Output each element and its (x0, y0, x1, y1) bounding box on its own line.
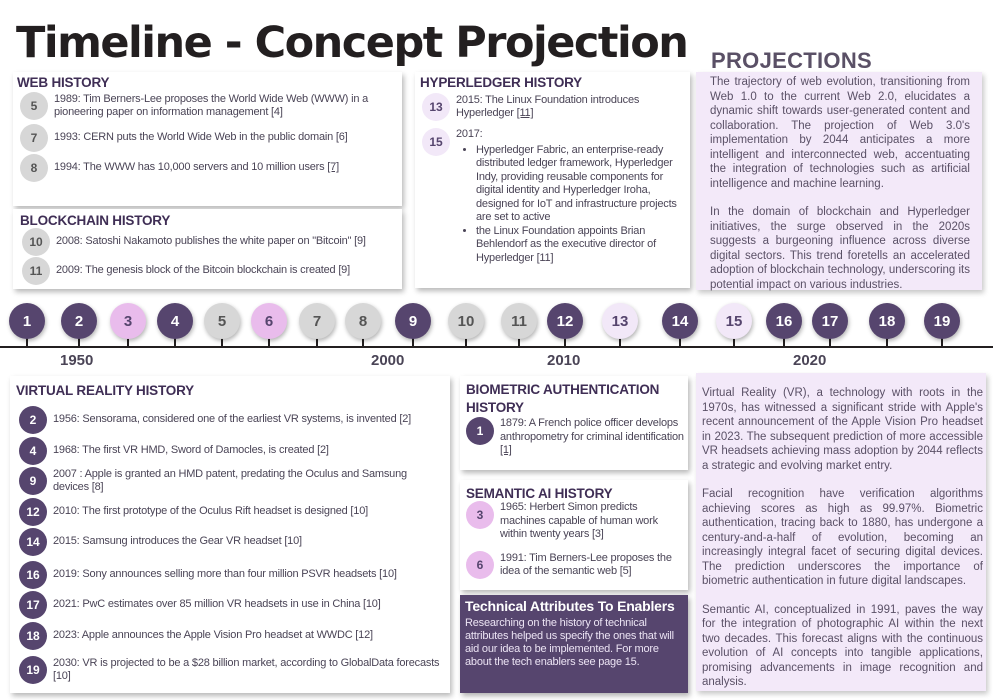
event-number-badge: 7 (20, 124, 48, 152)
event-number-badge: 12 (19, 498, 47, 526)
event-number-badge: 10 (22, 228, 50, 256)
vr-event (19, 591, 444, 619)
timeline-node-12: 12 (547, 303, 583, 339)
bullet-item: • Hyperledger Fabric, an enterprise-ready distributed ledger framework, Hyperledger Indy, providing reusable components for digital identity and Hyperledger Iroha, designed for IoT and infrastructure projects are set to active (476, 144, 682, 225)
hyperledger-event-2015 (422, 93, 684, 121)
vr-event (19, 561, 444, 589)
event-number-badge: 17 (19, 591, 47, 619)
event-text: 1993: CERN puts the World Wide Web in the public domain [6] (54, 131, 348, 144)
timeline-axis (0, 346, 993, 348)
event-year: 2017: (456, 128, 483, 140)
event-text (456, 128, 682, 265)
blockchain-history-title: BLOCKCHAIN HISTORY (20, 213, 171, 228)
event-text: 1879: A French police officer develops anthropometry for criminal identification [1] (500, 417, 684, 456)
timeline-node-14: 14 (662, 303, 698, 339)
web-event-1994 (20, 154, 398, 182)
vr-event (19, 437, 444, 465)
event-text: 2021: PwC estimates over 85 million VR headsets in use in China [10] (53, 598, 381, 611)
event-number-badge: 5 (20, 92, 48, 120)
timeline-node-3: 3 (110, 303, 146, 339)
event-number-badge: 13 (422, 93, 450, 121)
projection-paragraph-web: The trajectory of web evolution, transitioning from Web 1.0 to the current Web 2.0, elucidates a dynamic shift towards user-generated content and collaboration. The projection of Web 3.0's implementation by 2044 anticipates a more intelligent and interconnected web, accentuating the integration of technologies such as artificial intelligence and machine learning. (710, 76, 970, 190)
event-text: 2030: VR is projected to be a $28 billion market, according to GlobalData forecasts [10] (53, 656, 440, 682)
web-event-1989 (20, 92, 398, 120)
event-bullets (456, 144, 682, 266)
projection-paragraph-semantic: Semantic AI, conceptualized in 1991, paves the way for the integration of photographic AI within the next two decades. This forecast aligns with the continuous evolution of AI concepts into tangible applications, promising advancements in image recognition and analysis. (702, 603, 983, 688)
event-number-badge: 14 (19, 528, 47, 556)
timeline-node-2: 2 (61, 303, 97, 339)
timeline-node-8: 8 (345, 303, 381, 339)
projections-upper-text (710, 75, 970, 292)
event-text: 1965: Herbert Simon predicts machines capable of human work within twenty years [3] (500, 501, 658, 540)
timeline-node-9: 9 (395, 303, 431, 339)
timeline-node-18: 18 (869, 303, 905, 339)
event-number-badge: 9 (19, 467, 47, 495)
timeline-node-10: 10 (448, 303, 484, 339)
timeline-node-13: 13 (602, 303, 638, 339)
event-text: 1956: Sensorama, considered one of the earliest VR systems, is invented [2] (53, 413, 411, 426)
vr-event (19, 467, 444, 495)
projections-lower-text (702, 386, 983, 690)
timeline-node-16: 16 (766, 303, 802, 339)
event-text: 2023: Apple announces the Apple Vision Pro headset at WWDC [12] (53, 629, 373, 642)
timeline-year-label: 2020 (793, 352, 827, 369)
semantic-history-title: SEMANTIC AI HISTORY (466, 486, 613, 501)
event-number-badge: 11 (22, 257, 50, 285)
page-title: Timeline - Concept Projection (16, 18, 688, 68)
timeline-node-11: 11 (501, 303, 537, 339)
vr-history-title: VIRTUAL REALITY HISTORY (16, 383, 194, 398)
web-history-title: WEB HISTORY (17, 75, 110, 90)
reference-link[interactable]: [11] (516, 107, 534, 119)
hyperledger-history-title: HYPERLEDGER HISTORY (420, 75, 582, 90)
semantic-event-1965 (466, 501, 684, 542)
event-text: 2010: The first prototype of the Oculus Rift headset is designed [10] (53, 505, 368, 518)
bullet-item: • the Linux Foundation appoints Brian Behlendorf as the executive director of Hyperledger [11] (476, 225, 682, 266)
event-number-badge: 18 (19, 622, 47, 650)
tech-attributes-title: Technical Attributes To Enablers (465, 598, 675, 614)
timeline-year-label: 2000 (371, 352, 405, 369)
event-number-badge: 6 (466, 551, 494, 579)
timeline-node-7: 7 (299, 303, 335, 339)
event-number-badge: 8 (20, 154, 48, 182)
event-number-badge: 2 (19, 406, 47, 434)
event-text: 2008: Satoshi Nakamoto publishes the white paper on "Bitcoin" [9] (56, 235, 366, 248)
biometric-history-title: BIOMETRIC AUTHENTICATION HISTORY (466, 382, 660, 415)
vr-event (19, 656, 444, 684)
tech-attributes-text: Researching on the history of technical attributes helped us specify the ones that will aid our idea to be implemented. For more about the tech enablers see page 15. (465, 617, 674, 668)
timeline-year-label: 2010 (547, 352, 581, 369)
web-event-1993 (20, 124, 398, 152)
event-number-badge: 16 (19, 561, 47, 589)
semantic-event-1991 (466, 551, 684, 579)
timeline-node-15: 15 (716, 303, 752, 339)
biometric-event-1879 (466, 417, 684, 458)
event-number-badge: 3 (466, 501, 494, 529)
blockchain-event-2008 (22, 228, 398, 256)
timeline-node-5: 5 (204, 303, 240, 339)
reference-link[interactable]: [1] (500, 444, 512, 456)
vr-event (19, 498, 444, 526)
timeline-node-17: 17 (812, 303, 848, 339)
blockchain-event-2009 (22, 257, 398, 285)
timeline-node-1: 1 (9, 303, 45, 339)
event-text: 2009: The genesis block of the Bitcoin blockchain is created [9] (56, 264, 350, 277)
projection-paragraph-blockchain: In the domain of blockchain and Hyperledger initiatives, the surge observed in the 2020s suggests a burgeoning influence across diverse digital sectors. This trend foretells an accelerated adoption of blockchain technology, underscoring its potential impact on various industries. (710, 206, 970, 291)
event-text: 2015: The Linux Foundation introduces Hyperledger [11] (456, 93, 640, 119)
projection-paragraph-biometric: Facial recognition have verification algorithms achieving scores as high as 99.97%. Biometric authentication, tracing back to 1880, has undergone a century-and-a-half of evolution, becoming an increasingly integral facet of securing digital devices. The prediction underscores the importance of biometric authentication in future digital landscapes. (702, 488, 983, 587)
reference-link[interactable]: [7] (327, 161, 339, 174)
timeline-node-6: 6 (251, 303, 287, 339)
hyperledger-event-2017 (422, 128, 684, 265)
vr-event (19, 406, 444, 434)
event-text: 1994: The WWW has 10,000 servers and 10 million users [7] (54, 161, 339, 174)
event-number-badge: 4 (19, 437, 47, 465)
projections-title: PROJECTIONS (711, 48, 872, 73)
event-text: 1968: The first VR HMD, Sword of Damocles, is created [2] (53, 444, 329, 457)
tech-attributes-panel (460, 595, 688, 693)
timeline-node-4: 4 (157, 303, 193, 339)
timeline-node-19: 19 (924, 303, 960, 339)
vr-event (19, 622, 444, 650)
event-number-badge: 1 (466, 417, 494, 445)
event-text: 2007 : Apple is granted an HMD patent, predating the Oculus and Samsung devices [8] (53, 467, 407, 493)
timeline-year-label: 1950 (60, 352, 94, 369)
event-text: 2019: Sony announces selling more than four million PSVR headsets [10] (53, 568, 397, 581)
event-text: 1989: Tim Berners-Lee proposes the World Wide Web (WWW) in a pioneering paper on information management [4] (54, 92, 369, 118)
projection-paragraph-vr: Virtual Reality (VR), a technology with roots in the 1970s, has witnessed a significant stride with Apple's recent announcement of the Apple Vision Pro headset in 2023. The subsequent prediction of more accessible VR headsets achieving mass adoption by 2044 reflects a strategic and evolving market entry. (702, 387, 983, 472)
event-text: 1991: Tim Berners-Lee proposes the idea of the semantic web [5] (500, 551, 672, 577)
event-number-badge: 15 (422, 128, 450, 156)
vr-event (19, 528, 444, 556)
event-number-badge: 19 (19, 656, 47, 684)
event-text: 2015: Samsung introduces the Gear VR headset [10] (53, 535, 302, 548)
